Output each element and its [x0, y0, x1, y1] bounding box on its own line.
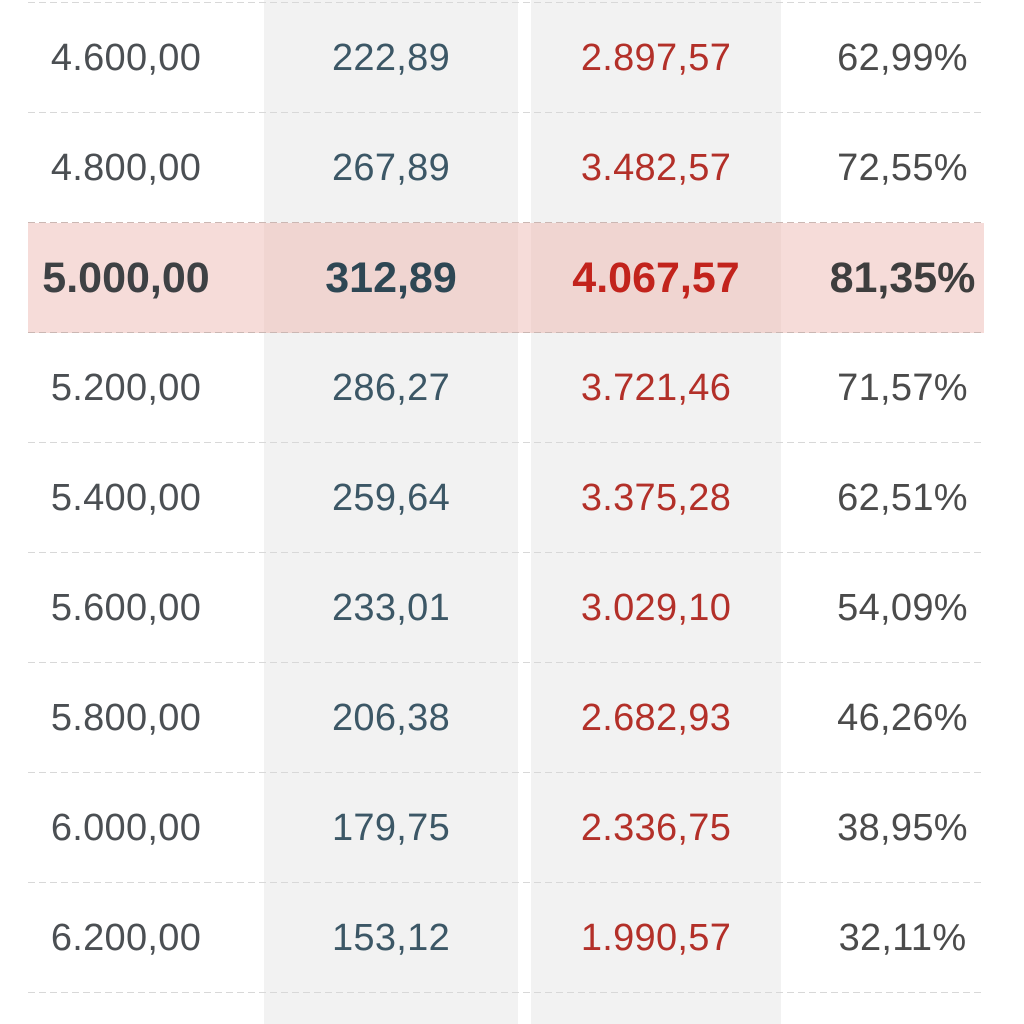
cell-col2: 179,75 [331, 806, 451, 849]
cell-col1: 4.800,00 [50, 146, 202, 189]
cell-col2: 222,89 [331, 36, 451, 79]
table-row [0, 443, 1024, 553]
cell-col3: 2.897,57 [580, 36, 732, 79]
table-row [0, 553, 1024, 663]
cell-col1: 6.000,00 [50, 806, 202, 849]
cell-col2: 153,12 [331, 916, 451, 959]
cell-col3: 1.990,57 [580, 916, 732, 959]
cell-col3: 3.029,10 [580, 586, 732, 629]
cell-col1: 5.600,00 [50, 586, 202, 629]
cell-col3: 3.721,46 [580, 366, 732, 409]
cell-col2: 286,27 [331, 366, 451, 409]
table-row [0, 663, 1024, 773]
cell-col4: 62,51% [837, 476, 968, 519]
cell-col2: 259,64 [331, 476, 451, 519]
cell-col4: 71,57% [837, 366, 968, 409]
cell-col1: 6.200,00 [50, 916, 202, 959]
cell-col3: 4.067,57 [572, 253, 740, 302]
cell-col4: 72,55% [837, 146, 968, 189]
cell-col4: 54,09% [837, 586, 968, 629]
cell-col1: 5.800,00 [50, 696, 202, 739]
cell-col1: 4.600,00 [50, 36, 202, 79]
cell-col4: 38,95% [837, 806, 968, 849]
table-row [0, 883, 1024, 993]
cell-col1: 5.400,00 [50, 476, 202, 519]
cell-col1: 5.200,00 [50, 366, 202, 409]
table-row [0, 773, 1024, 883]
cell-col2: 312,89 [325, 253, 457, 302]
cell-col4: 62,99% [837, 36, 968, 79]
cell-col4: 46,26% [837, 696, 968, 739]
table-bottom-partial-row [0, 993, 1024, 1024]
table-row [0, 3, 1024, 113]
table-row [0, 333, 1024, 443]
cell-col2: 233,01 [331, 586, 451, 629]
cell-col1: 5.000,00 [42, 253, 210, 302]
cell-col3: 2.682,93 [580, 696, 732, 739]
cell-col2: 206,38 [331, 696, 451, 739]
cell-col4: 32,11% [838, 916, 967, 959]
cell-col4: 81,35% [829, 253, 976, 302]
cell-col3: 3.375,28 [580, 476, 732, 519]
cell-col3: 2.336,75 [580, 806, 732, 849]
table-row [0, 113, 1024, 223]
cell-col2: 267,89 [331, 146, 451, 189]
table-row [0, 223, 1024, 333]
cell-col3: 3.482,57 [580, 146, 732, 189]
